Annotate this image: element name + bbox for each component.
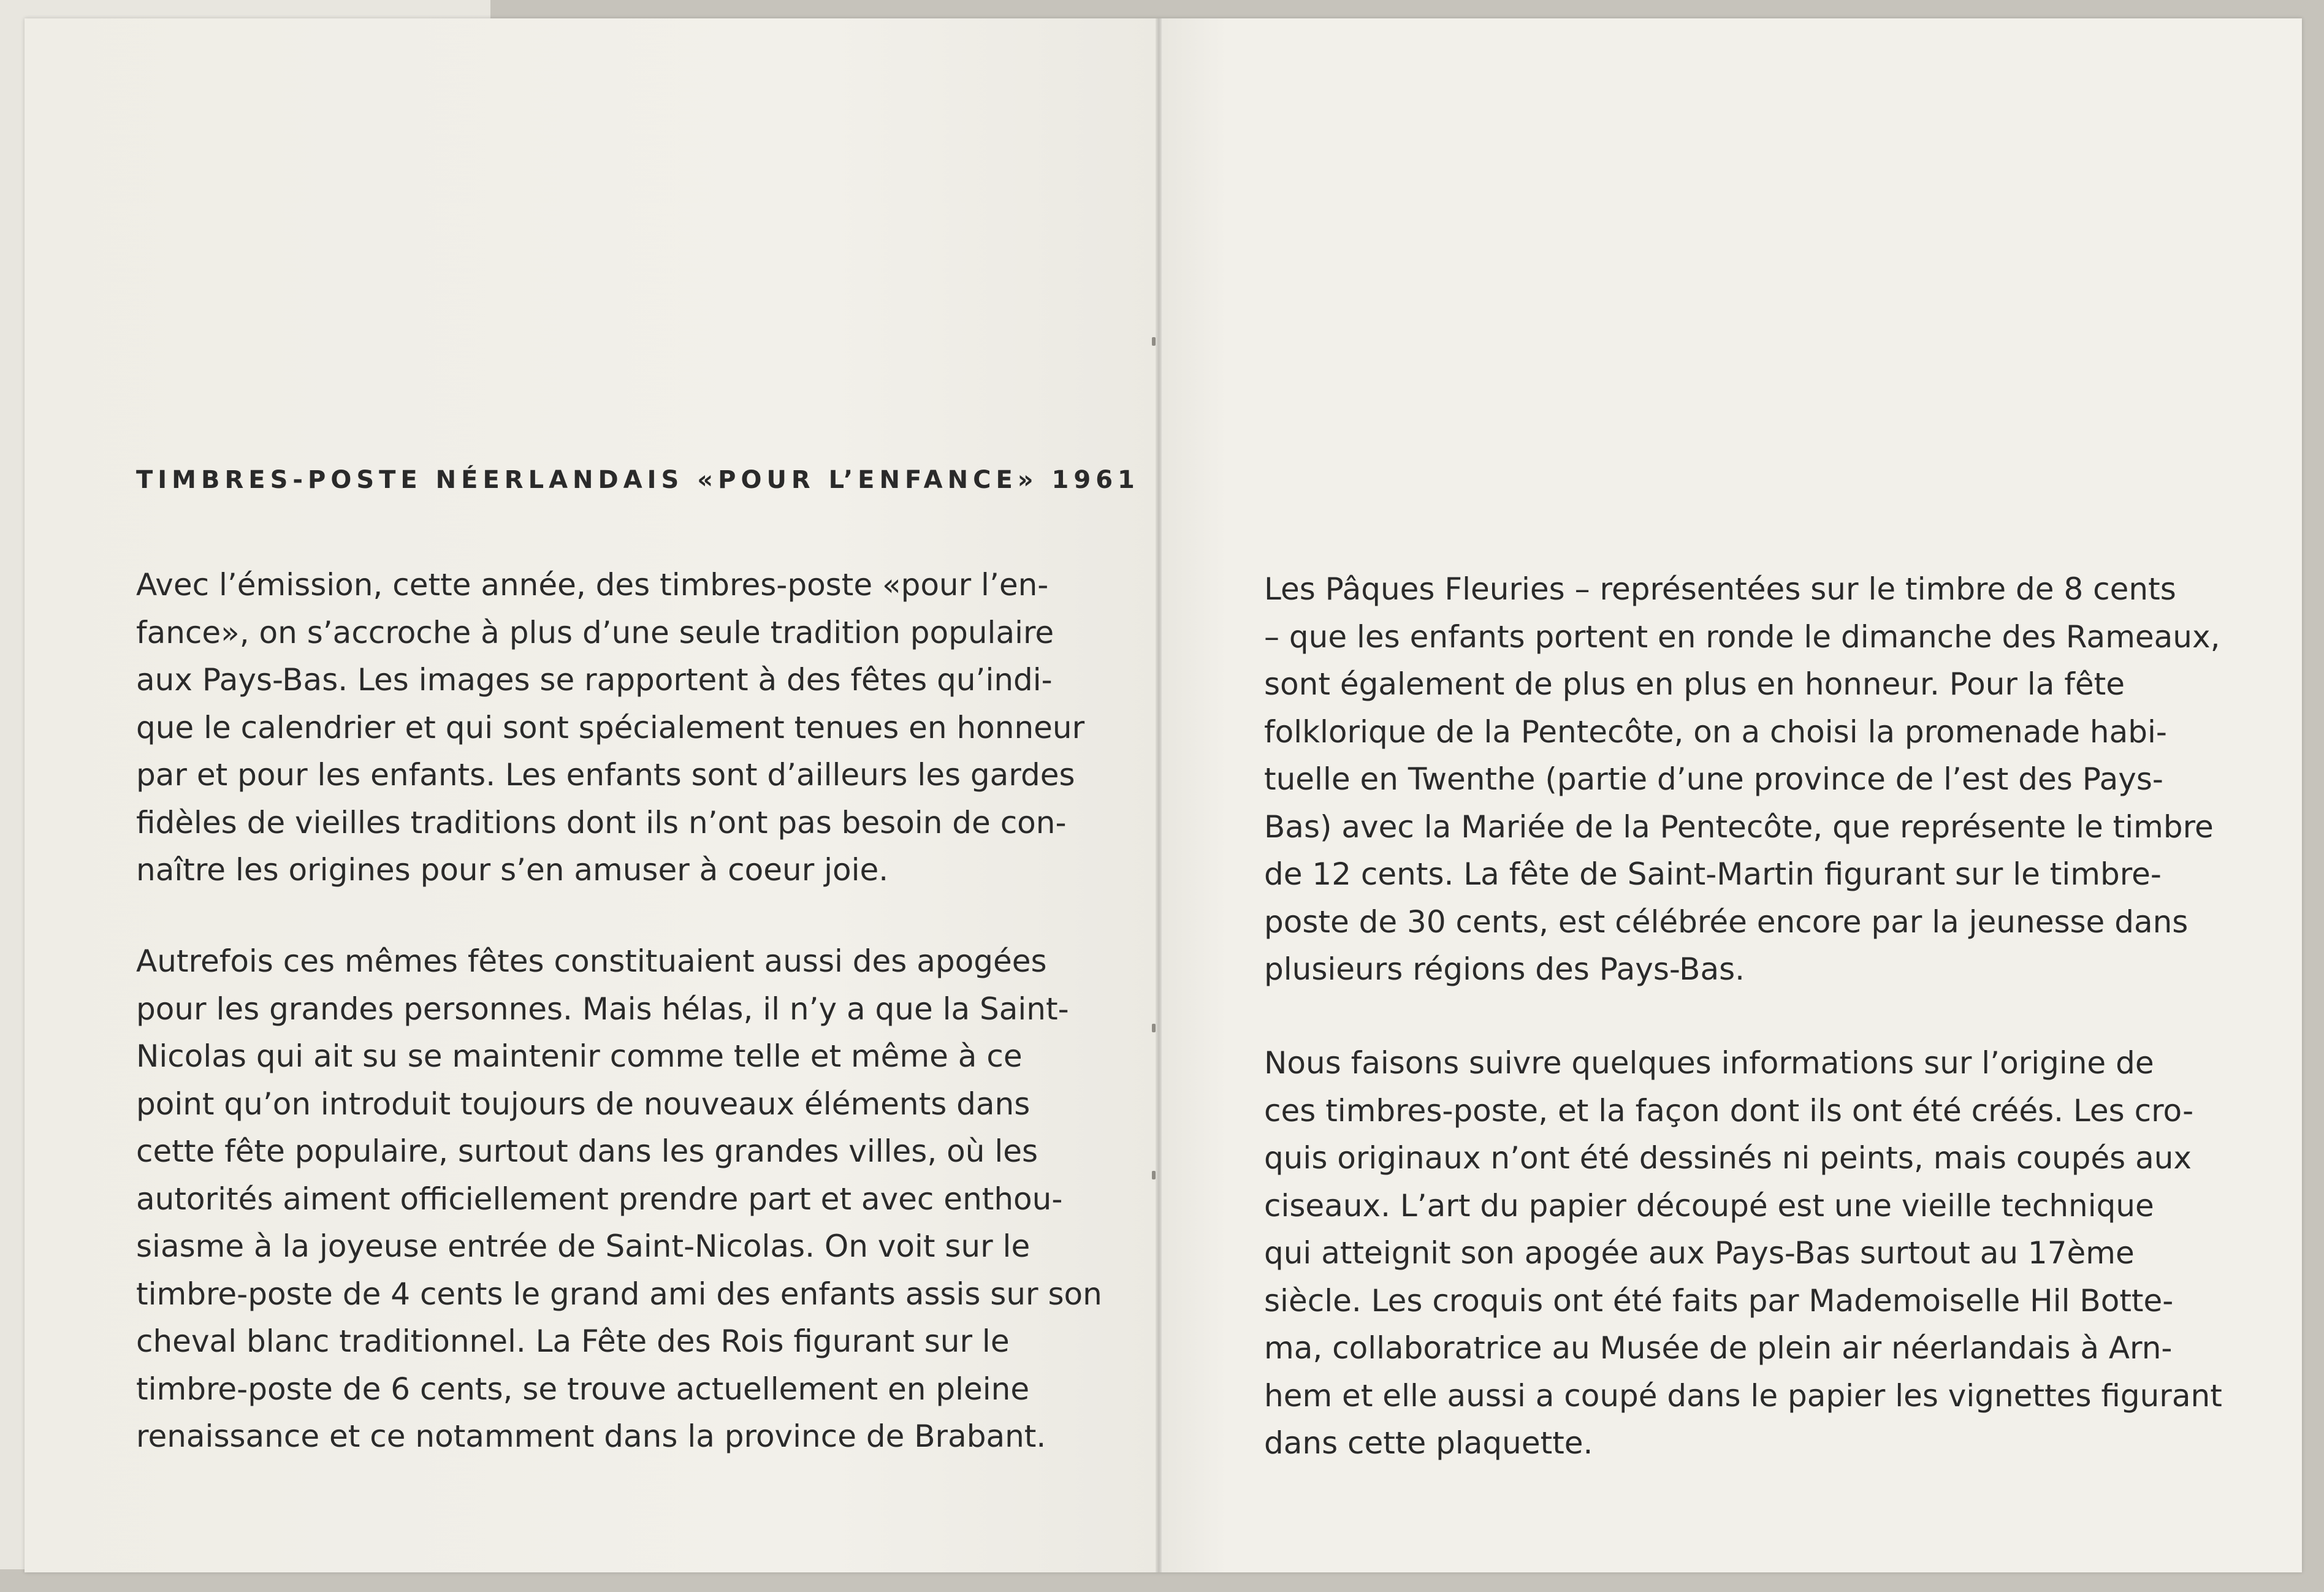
left-paragraph-1: Avec l’émission, cette année, des timbres-poste «pour l’en- fance», on s’accroche à plus d’une seule tradition populaire aux Pays-Bas. Les images se rapportent à des fêtes qu’indi- que le calendrier et qui sont spécialement tenues en honneur par et pour les enfants. Les enfants sont d’ailleurs les gardes fidèles de vieilles traditions dont ils n’ont pas besoin de con- naître les origines pour s’en amuser à coeur joie. — [136, 567, 1085, 888]
booklet-spread — [25, 18, 2302, 1572]
booklet-title: TIMBRES-POSTE NÉERLANDAIS «POUR L’ENFANCE» 1961 — [136, 466, 1140, 494]
right-paragraph-1: Les Pâques Fleuries – représentées sur le timbre de 8 cents – que les enfants portent en ronde le dimanche des Rameaux, sont également de plus en plus en honneur. Pour la fête folklorique de la Pentecôte, on a choisi la promenade habi- tuelle en Twenthe (partie d’une province de l’est des Pays- Bas) avec la Mariée de la Pentecôte, que représente le timbre de 12 cents. La fête de Saint-Martin figurant sur le timbre- poste de 30 cents, est célébrée encore par la jeunesse dans plusieurs régions des Pays-Bas. — [1264, 571, 2220, 987]
left-page — [25, 18, 1159, 1572]
left-paragraph-2: Autrefois ces mêmes fêtes constituaient aussi des apogées pour les grandes personnes. Mais hélas, il n’y a que la Saint- Nicolas qui ait su se maintenir comme telle et même à ce point qu’on introduit toujours de nouveaux éléments dans cette fête populaire, surtout dans les grandes villes, où les autorités aiment officiellement prendre part et avec enthou- siasme à la joyeuse entrée de Saint-Nicolas. On voit sur le timbre-poste de 4 cents le grand ami des enfants assis sur son cheval blanc traditionnel. La Fête des Rois figurant sur le timbre-poste de 6 cents, se trouve actuellement en pleine renaissance et ce notamment dans la province de Brabant. — [136, 943, 1102, 1454]
staple-middle — [1152, 1024, 1156, 1032]
right-paragraph-2: Nous faisons suivre quelques informations sur l’origine de ces timbres-poste, et la façon dont ils ont été créés. Les cro- quis originaux n’ont été dessinés ni peints, mais coupés aux ciseaux. L’art du papier découpé est une vieille technique qui atteignit son apogée aux Pays-Bas surtout au 17ème siècle. Les croquis ont été faits par Mademoiselle Hil Botte- ma, collaboratrice au Musée de plein air néerlandais à Arn- hem et elle aussi a coupé dans le papier les vignettes figurant dans cette plaquette. — [1264, 1045, 2222, 1461]
page-gutter — [1156, 18, 1162, 1572]
staple-top — [1152, 337, 1156, 346]
staple-bottom — [1152, 1171, 1156, 1179]
right-page — [1159, 18, 2302, 1572]
